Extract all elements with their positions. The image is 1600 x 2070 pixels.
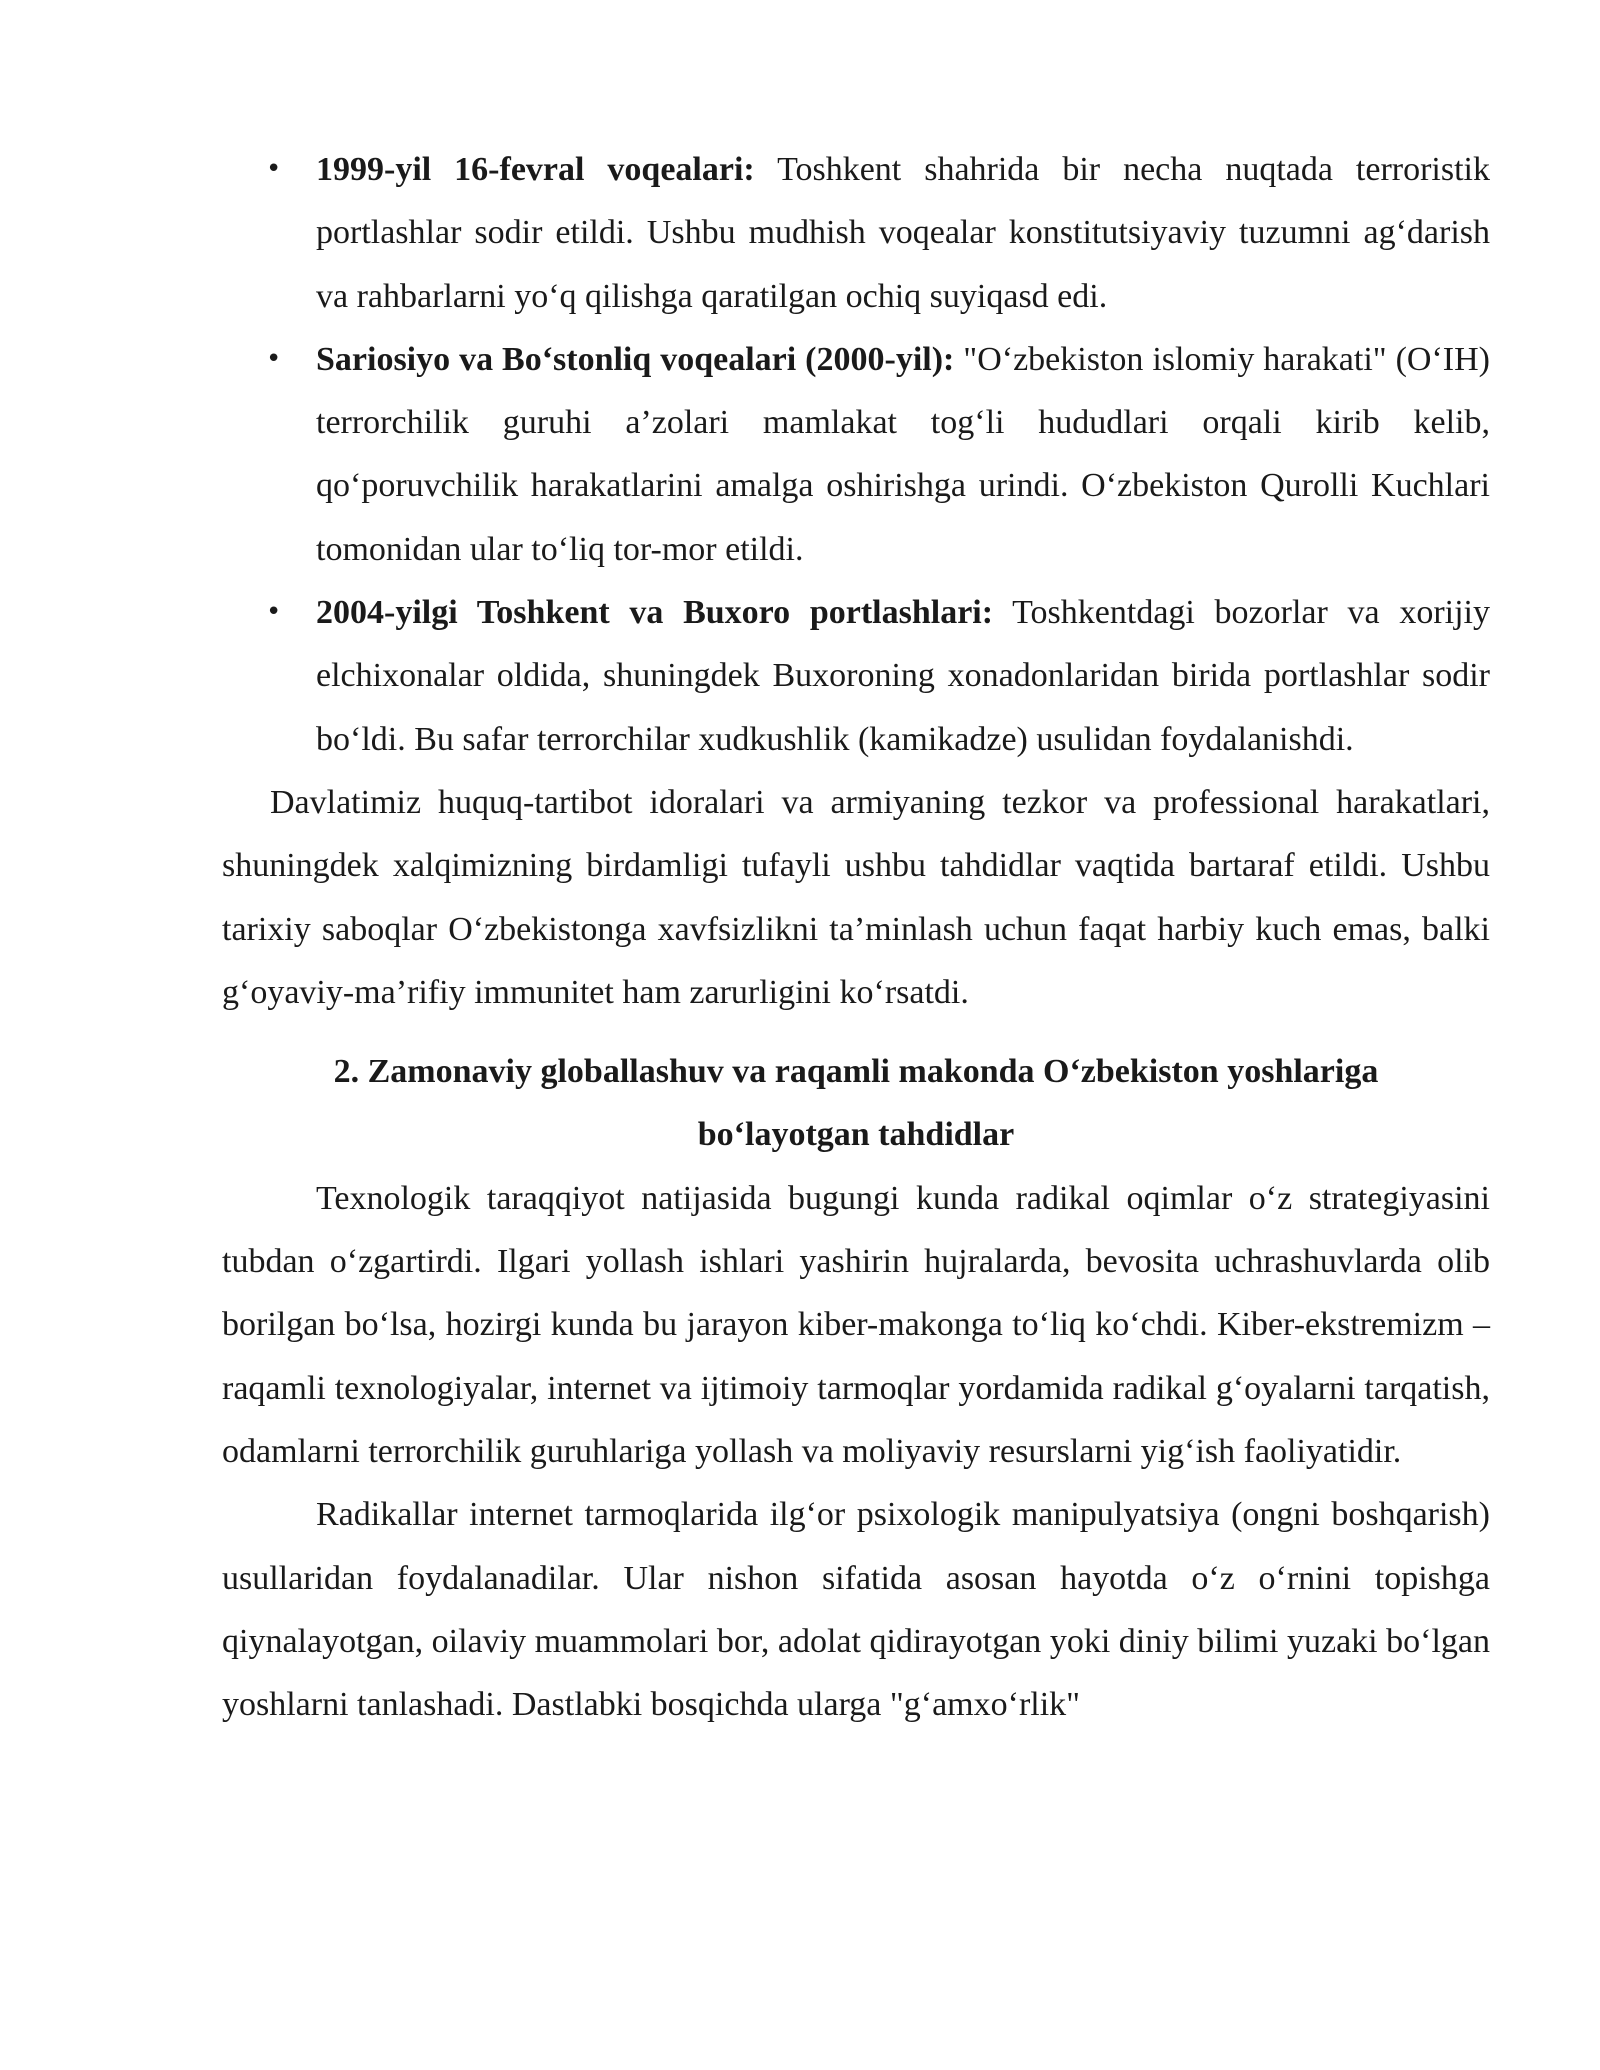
bullet-icon: • [266,154,282,184]
document-body [222,138,1490,1736]
section-heading-line-1: 2. Zamonaviy globallashuv va raqamli makonda O‘zbekiston yoshlariga [333,1053,1379,1091]
bullet-icon: • [266,597,282,628]
list-item [222,328,1490,581]
list-item [222,138,1490,328]
event-title: 2004-yilgi Toshkent va Buxoro portlashlari: [316,594,994,632]
events-bullet-list [222,138,1490,771]
conclusion-paragraph: Davlatimiz huquq-tartibot idoralari va armiyaning tezkor va professional harakatlari, shuningdek xalqimizning birdamligi tufayli ushbu tahdidlar vaqtida bartaraf etildi. Ushbu tarixiy saboqlar O‘zbekistonga xavfsizlikni ta’minlash uchun faqat harbiy kuch emas, balki g‘oyaviy-ma’rifiy immunitet ham zarurligini ko‘rsatdi. [222,783,1490,1011]
section-heading-line-2: bo‘layotgan tahdidlar [697,1116,1015,1154]
section-heading [222,1040,1490,1167]
bullet-icon: • [266,343,282,374]
event-text: Toshkentdagi bozorlar va xorijiy elchixonalar oldida, shuningdek Buxoroning xonadonlaridan birida portlashlar sodir bo‘ldi. Bu safar terrorchilar xudkushlik (kamikadze) usulidan foydalanishdi. [316,594,1490,758]
body-paragraph: Texnologik taraqqiyot natijasida bugungi kunda radikal oqimlar o‘z strategiyasini tubdan o‘zgartirdi. Ilgari yollash ishlari yashirin hujralarda, bevosita uchrashuvlarda olib borilgan bo‘lsa, hozirgi kunda bu jarayon kiber-makonga to‘liq ko‘chdi. Kiber-ekstremizm – raqamli texnologiyalar, internet va ijtimoiy tarmoqlar yordamida radikal g‘oyalarni tarqatish, odamlarni terrorchilik guruhlariga yollash va moliyaviy resurslarni yig‘ish faoliyatidir. [222,1179,1490,1470]
event-title: Sariosiyo va Bo‘stonliq voqealari (2000-yil): [316,340,955,378]
event-text: "O‘zbekiston islomiy harakati" (O‘IH) terrorchilik guruhi a’zolari mamlakat tog‘li hududlari orqali kirib kelib, qo‘poruvchilik harakatlarini amalga oshirishga urindi. O‘zbekiston Qurolli Kuchlari tomonidan ular to‘liq tor-mor etildi. [316,340,1490,568]
list-item [222,581,1490,771]
event-title: 1999-yil 16-fevral voqealari: [316,151,755,188]
event-text: Toshkent shahrida bir necha nuqtada terroristik portlashlar sodir etildi. Ushbu mudhish voqealar konstitutsiyaviy tuzumni ag‘darish va rahbarlarni yo‘q qilishga qaratilgan ochiq suyiqasd edi. [316,151,1490,315]
body-paragraph: Radikallar internet tarmoqlarida ilg‘or psixologik manipulyatsiya (ongni boshqarish) usullaridan foydalanadilar. Ular nishon sifatida asosan hayotda o‘z o‘rnini topishga qiynalayotgan, oilaviy muammolari bor, adolat qidirayotgan yoki diniy bilimi yuzaki bo‘lgan yoshlarni tanlashadi. Dastlabki bosqichda ularga "g‘amxo‘rlik" [222,1496,1490,1724]
